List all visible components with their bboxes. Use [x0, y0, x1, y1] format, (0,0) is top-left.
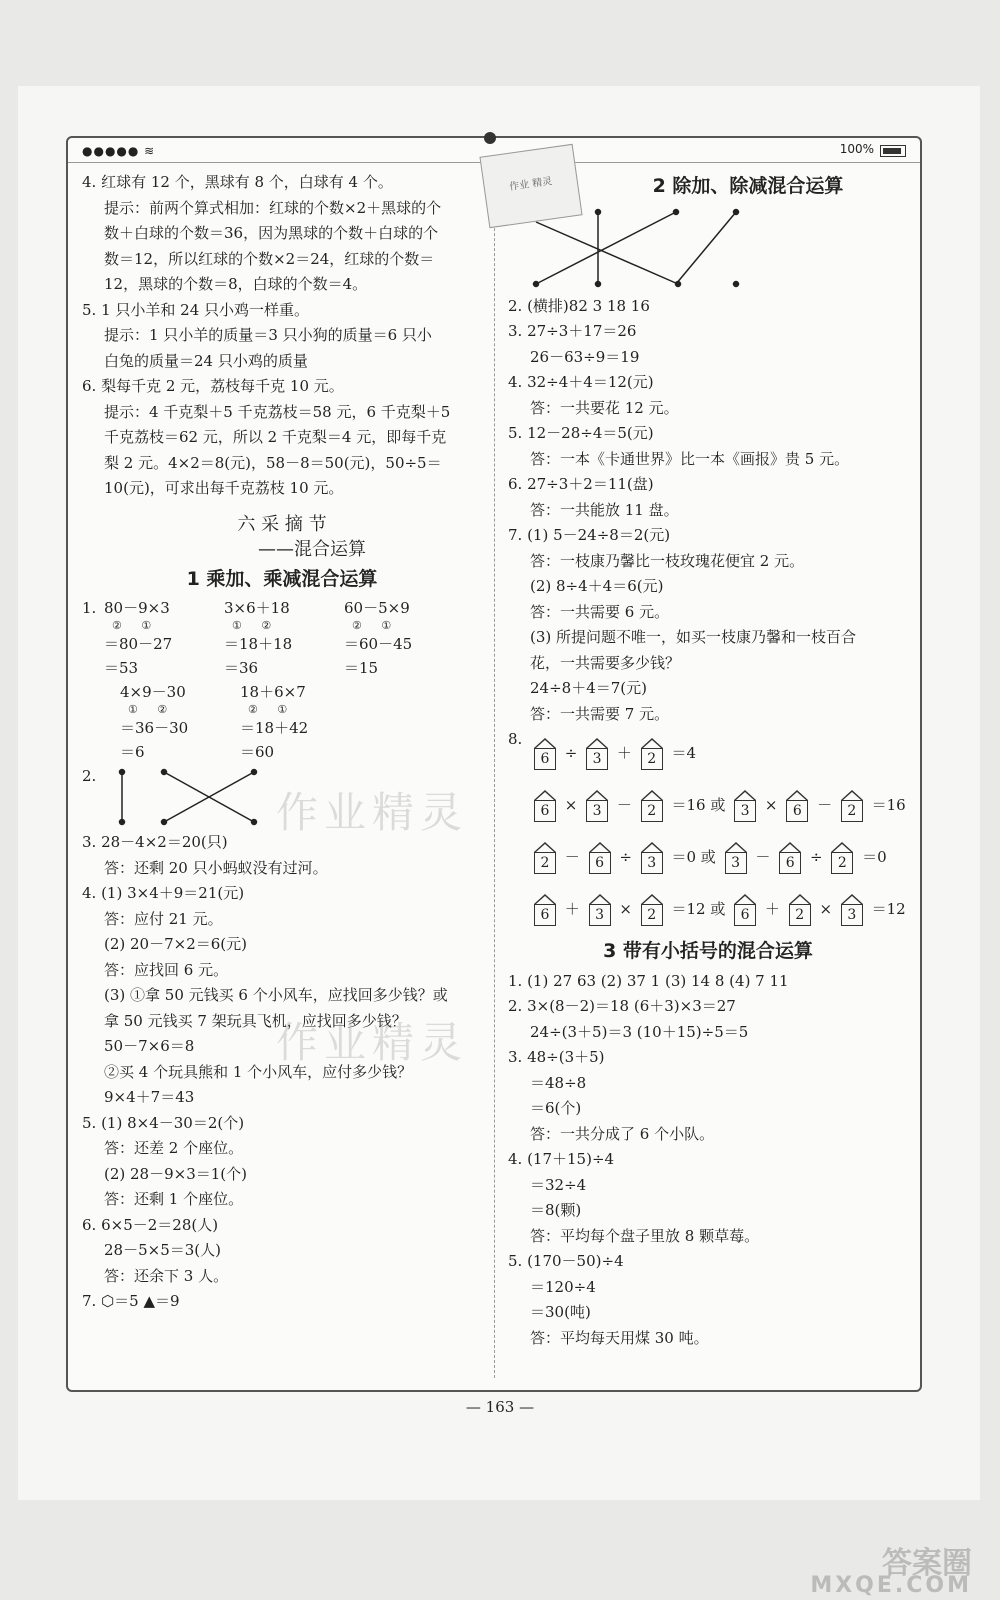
- house-icon: 2: [534, 842, 556, 874]
- text-line: 数＋白球的个数＝36，因为黑球的个数＋白球的个: [104, 224, 439, 242]
- text-line: ＝30(吨): [530, 1303, 591, 1321]
- house-icon: 3: [841, 894, 863, 926]
- calc-order: ② ①: [112, 619, 160, 632]
- text-line: 3. 48÷(3＋5): [508, 1048, 605, 1066]
- text-line: 答：平均每个盘子里放 8 颗草莓。: [530, 1226, 760, 1245]
- operator: ×: [564, 796, 578, 814]
- text-line: 2. 3×(8－2)＝18 (6＋3)×3＝27: [508, 997, 736, 1015]
- text-line: 提示：4 千克梨＋5 千克荔枝＝58 元，6 千克梨＋5: [104, 402, 451, 421]
- text-line: 1. (1) 27 63 (2) 37 1 (3) 14 8 (4) 7 11: [508, 971, 789, 990]
- calc-step: ＝60－45: [344, 635, 413, 653]
- text-line: 梨 2 元。4×2＝8(元)，58－8＝50(元)，50÷5＝: [104, 453, 442, 472]
- operator: －: [755, 848, 771, 866]
- section-title: 3 带有小括号的混合运算: [603, 940, 813, 962]
- text-line: 4. (1) 3×4＋9＝21(元): [82, 884, 245, 902]
- calc-order: ① ②: [128, 703, 176, 716]
- text-line: (2) 28－9×3＝1(个): [104, 1164, 248, 1183]
- calc-order: ② ①: [352, 619, 400, 632]
- equation-result: ＝16: [871, 796, 906, 814]
- calc-result: ＝60: [240, 743, 275, 761]
- equation-result: ＝16 或: [671, 796, 726, 814]
- text-line: ＝120÷4: [530, 1277, 596, 1296]
- calc-item: [224, 596, 344, 680]
- text-line: 数＝12，所以红球的个数×2＝24，红球的个数＝: [104, 249, 435, 268]
- operator: －: [564, 848, 580, 866]
- calc-item: [224, 680, 344, 764]
- text-line: 答：平均每天用煤 30 吨。: [530, 1328, 709, 1347]
- text-line: 答：一枝康乃馨比一枝玫瑰花便宜 2 元。: [530, 551, 805, 570]
- text-line: 6. 梨每千克 2 元，荔枝每千克 10 元。: [82, 377, 344, 395]
- right-column: [508, 170, 908, 1351]
- house-icon: 2: [831, 842, 853, 874]
- text-line: 答：一共能放 11 盘。: [530, 500, 679, 519]
- text-line: 12，黑球的个数＝8，白球的个数＝4。: [104, 275, 368, 293]
- text-line: (3) 所提问题不唯一，如买一枝康乃馨和一枝百合: [530, 628, 857, 646]
- text-line: 3. 27÷3＋17＝26: [508, 322, 637, 340]
- text-line: 答：还剩 20 只小蚂蚁没有过河。: [104, 858, 328, 877]
- calc-item: [104, 680, 224, 764]
- text-line: (3) ①拿 50 元钱买 6 个小风车，应找回多少钱？或: [104, 986, 448, 1004]
- watermark: 作业精灵: [276, 1018, 469, 1067]
- text-line: 提示：1 只小羊的质量＝3 只小狗的质量＝6 只小: [104, 326, 432, 344]
- calc-step: ＝18＋18: [224, 635, 293, 653]
- calc-expression: 4×9－30: [120, 683, 186, 701]
- text-line: 5. (1) 8×4－30＝2(个): [82, 1113, 245, 1132]
- site-url: MXQE.COM: [810, 1573, 972, 1598]
- house-puzzle: [508, 727, 908, 935]
- text-line: 5. 1 只小羊和 24 只小鸡一样重。: [82, 300, 310, 319]
- operator: ＋: [616, 744, 632, 762]
- house-equation: [508, 779, 908, 831]
- calc-item: [104, 596, 224, 680]
- house-icon: 6: [786, 790, 808, 822]
- equation-result: ＝4: [671, 744, 697, 762]
- house-icon: 3: [641, 842, 663, 874]
- equation-result: ＝12: [871, 900, 906, 918]
- text-line: 答：应找回 6 元。: [104, 960, 229, 979]
- text-line: ＝48÷8: [530, 1073, 587, 1092]
- operator: ×: [819, 900, 833, 918]
- calc-result: ＝36: [224, 659, 259, 677]
- text-line: 24÷(3＋5)＝3 (10＋15)÷5＝5: [530, 1022, 749, 1041]
- calc-step: ＝80－27: [104, 635, 173, 653]
- operator: －: [817, 796, 833, 814]
- house-icon: 2: [789, 894, 811, 926]
- equation-result: ＝0: [862, 848, 887, 866]
- calc-expression: 3×6＋18: [224, 599, 290, 617]
- operator: －: [616, 796, 632, 814]
- house-icon: 6: [534, 738, 556, 770]
- text-line: ＝32÷4: [530, 1175, 587, 1194]
- section-title: 2 除加、除减混合运算: [652, 175, 844, 197]
- text-line: 4. 32÷4＋4＝12(元): [508, 373, 654, 391]
- text-line: 7. ⬡＝5 ▲＝9: [82, 1292, 180, 1310]
- text-line: 5. (170－50)÷4: [508, 1252, 624, 1270]
- text-line: 28－5×5＝3(人): [104, 1241, 221, 1259]
- house-equation: [508, 831, 908, 883]
- text-line: 答：应付 21 元。: [104, 909, 223, 928]
- house-icon: 6: [734, 894, 756, 926]
- house-icon: 2: [641, 790, 663, 822]
- text-line: 千克荔枝＝62 元，所以 2 千克梨＝4 元，即每千克: [104, 428, 447, 446]
- battery-icon: [880, 145, 906, 157]
- operator: ÷: [619, 848, 632, 866]
- chapter-subtitle: ——混合运算: [258, 539, 366, 560]
- house-icon: 3: [586, 738, 608, 770]
- text-line: 答：还差 2 个座位。: [104, 1139, 244, 1157]
- text-line: ＝8(颗): [530, 1201, 582, 1219]
- equation-result: ＝0 或: [671, 848, 716, 866]
- text-line: 答：还余下 3 人。: [104, 1266, 229, 1285]
- house-icon: 6: [779, 842, 801, 874]
- text-line: 4. (17＋15)÷4: [508, 1150, 615, 1168]
- text-line: 拿 50 元钱买 7 架玩具飞机，应找回多少钱？: [104, 1011, 407, 1030]
- equation-result: ＝12 或: [671, 900, 726, 918]
- text-line: ＝6(个): [530, 1099, 582, 1117]
- house-icon: 6: [534, 790, 556, 822]
- text-line: 50－7×6＝8: [104, 1037, 195, 1055]
- question-number: 1.: [82, 599, 97, 617]
- text-line: ②买 4 个玩具熊和 1 个小风车，应付多少钱？: [104, 1062, 413, 1081]
- battery-percent: 100%: [839, 142, 874, 156]
- text-line: 答：一共需要 6 元。: [530, 602, 670, 621]
- house-icon: 2: [641, 894, 663, 926]
- left-column: [82, 170, 482, 1315]
- calc-expression: 80－9×3: [104, 599, 170, 617]
- operator: ÷: [564, 744, 578, 762]
- house-icon: 6: [534, 894, 556, 926]
- text-line: 答：还剩 1 个座位。: [104, 1190, 244, 1208]
- text-line: 26－63÷9＝19: [530, 347, 640, 366]
- calc-item: [344, 596, 464, 680]
- house-icon: 6: [589, 842, 611, 874]
- tablet-frame: [66, 136, 922, 1392]
- text-line: 5. 12－28÷4＝5(元): [508, 424, 654, 442]
- text-line: 答：一本《卡通世界》比一本《画报》贵 5 元。: [530, 449, 850, 468]
- text-line: 9×4＋7＝43: [104, 1088, 195, 1106]
- text-line: 4. 红球有 12 个，黑球有 8 个，白球有 4 个。: [82, 173, 393, 191]
- calc-order: ② ①: [248, 703, 296, 716]
- house-icon: 3: [725, 842, 747, 874]
- page-number: — 163 —: [465, 1398, 535, 1416]
- text-line: (2) 8÷4＋4＝6(元): [530, 577, 664, 595]
- text-line: 提示：前两个算式相加：红球的个数×2＋黑球的个: [104, 198, 442, 217]
- text-line: 答：一共分成了 6 个小队。: [530, 1124, 715, 1143]
- text-line: 答：一共要花 12 元。: [530, 398, 679, 417]
- text-line: 花，一共需要多少钱？: [530, 653, 681, 672]
- house-icon: 3: [586, 790, 608, 822]
- operator: ＋: [764, 900, 780, 918]
- calc-result: ＝15: [344, 659, 379, 677]
- text-line: 答：一共需要 7 元。: [530, 704, 670, 723]
- house-equation: [508, 727, 908, 779]
- seal-stamp: 作业 精灵: [479, 144, 582, 228]
- chapter-title: 六 采 摘 节: [237, 513, 327, 535]
- calc-step: ＝18＋42: [240, 719, 309, 737]
- watermark: 作业精灵: [276, 788, 469, 837]
- site-logo: 答案圈: [882, 1546, 972, 1581]
- calc-result: ＝6: [120, 743, 145, 761]
- house-icon: 3: [734, 790, 756, 822]
- calc-result: ＝53: [104, 659, 139, 677]
- house-equation: [508, 883, 908, 935]
- text-line: 7. (1) 5－24÷8＝2(元): [508, 526, 671, 544]
- column-divider: [494, 168, 495, 1378]
- question-number: 2.: [82, 767, 97, 785]
- operator: ÷: [809, 848, 823, 866]
- calc-block-1: [82, 596, 482, 764]
- text-line: (2) 20－7×2＝6(元): [104, 935, 248, 953]
- operator: ＋: [564, 900, 580, 918]
- house-icon: 3: [589, 894, 611, 926]
- house-icon: 2: [841, 790, 863, 822]
- section-title: 1 乘加、乘减混合运算: [186, 567, 378, 590]
- calc-step: ＝36－30: [120, 719, 189, 737]
- house-icon: 2: [641, 738, 663, 770]
- text-line: 10(元)，可求出每千克荔枝 10 元。: [104, 479, 344, 497]
- signal-icon: ●●●●● ≋: [82, 144, 156, 158]
- calc-order: ① ②: [232, 619, 280, 632]
- text-line: 3. 28－4×2＝20(只): [82, 833, 228, 851]
- text-line: 24÷8＋4＝7(元): [530, 679, 647, 697]
- text-line: 2. (横排)82 3 18 16: [508, 296, 650, 315]
- text-line: 6. 27÷3＋2＝11(盘): [508, 475, 654, 493]
- question-number: 8.: [508, 730, 523, 748]
- calc-expression: 60－5×9: [344, 599, 410, 617]
- calc-expression: 18＋6×7: [240, 683, 306, 701]
- operator: ×: [619, 900, 632, 918]
- operator: ×: [764, 796, 778, 814]
- text-line: 6. 6×5－2＝28(人): [82, 1215, 219, 1234]
- text-line: 白兔的质量＝24 只小鸡的质量: [104, 351, 308, 370]
